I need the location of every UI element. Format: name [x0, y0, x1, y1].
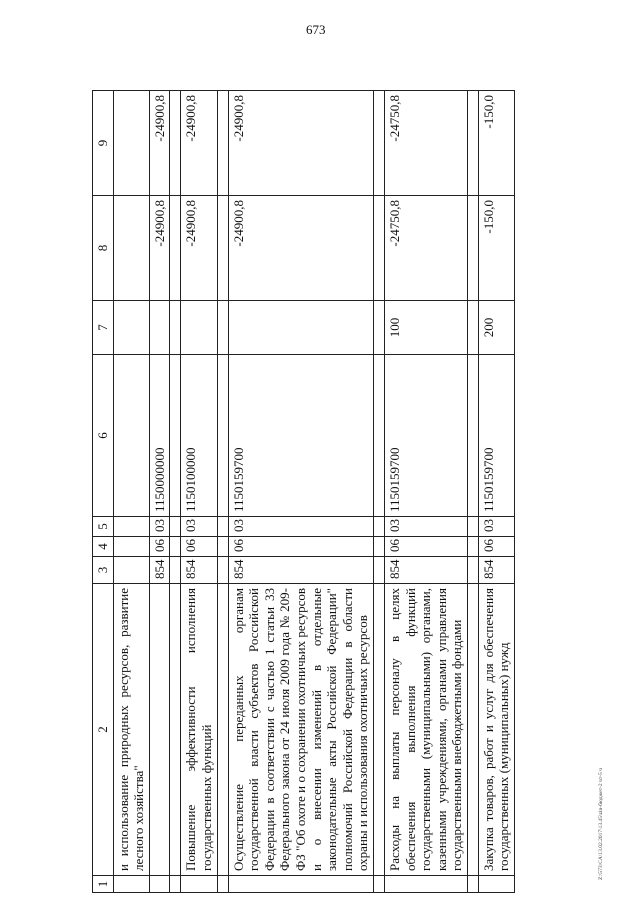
sum9-cell: -24900,8 — [181, 91, 217, 196]
column-header: 1 — [93, 876, 114, 893]
column-header: 3 — [93, 557, 114, 584]
table-row — [478, 91, 514, 893]
grbs-cell: 854 — [181, 557, 217, 584]
pr-cell: 03 — [181, 517, 217, 537]
sum9-cell: -24900,8 — [149, 91, 170, 196]
budget-table — [92, 90, 515, 893]
row-name: Осуществление переданных органам государственной власти субъектов Российской Федерации в соответствии с частью 1 статьи 33 Федерального закона от 24 июля 2009 года № 209-ФЗ "Об охоте и о сохранении охотничьих ресурсов и о внесении изменений в отдельные законодательные акты Российской Федерации" полномочий Российской Федерации в области охраны и использования охотничьих ресурсов — [228, 584, 373, 876]
column-header: 5 — [93, 517, 114, 537]
sum8-cell: -24750,8 — [384, 196, 467, 301]
grbs-cell: 854 — [384, 557, 467, 584]
rz-cell: 06 — [478, 537, 514, 557]
table-row — [113, 91, 149, 893]
row-name: Расходы на выплаты персоналу в целях обеспечения выполнения функций государственными (муниципальными) органами, казенными учреждениями, органами управления государственными внебюджетными фондами — [384, 584, 467, 876]
footer-file-code: Z:\573\CA\13.02.2017\13.45\zin-бюджет-2 чт-5 ч — [598, 768, 604, 880]
rz-cell: 06 — [149, 537, 170, 557]
column-header: 4 — [93, 537, 114, 557]
vr-cell: 100 — [384, 301, 467, 355]
pr-cell: 03 — [478, 517, 514, 537]
sum8-cell: -24900,8 — [149, 196, 170, 301]
csr-cell: 1150159700 — [478, 355, 514, 517]
grbs-cell: 854 — [149, 557, 170, 584]
sum8-cell: -150,0 — [478, 196, 514, 301]
row-name — [149, 584, 170, 876]
rz-cell: 06 — [384, 537, 467, 557]
csr-cell: 1150000000 — [149, 355, 170, 517]
csr-cell: 1150159700 — [228, 355, 373, 517]
table-header-row — [93, 91, 114, 893]
column-header: 9 — [93, 91, 114, 196]
pr-cell: 03 — [149, 517, 170, 537]
row-name: Повышение эффективности исполнения государственных функций — [181, 584, 217, 876]
row-name: и использование природных ресурсов, развитие лесного хозяйства" — [113, 584, 149, 876]
column-header: 2 — [93, 584, 114, 876]
grbs-cell: 854 — [478, 557, 514, 584]
csr-cell: 1150159700 — [384, 355, 467, 517]
rz-cell: 06 — [181, 537, 217, 557]
column-header: 8 — [93, 196, 114, 301]
row-name: Закупка товаров, работ и услуг для обеспечения государственных (муниципальных) нужд — [478, 584, 514, 876]
table-row — [384, 91, 467, 893]
sum9-cell: -24750,8 — [384, 91, 467, 196]
vr-cell — [149, 301, 170, 355]
table-row — [181, 91, 217, 893]
column-header: 7 — [93, 301, 114, 355]
pr-cell: 03 — [384, 517, 467, 537]
rotated-table-frame — [92, 91, 612, 893]
csr-cell: 1150100000 — [181, 355, 217, 517]
pr-cell: 03 — [228, 517, 373, 537]
vr-cell — [181, 301, 217, 355]
vr-cell: 200 — [478, 301, 514, 355]
grbs-cell: 854 — [228, 557, 373, 584]
page-number: 673 — [306, 22, 326, 37]
vr-cell — [228, 301, 373, 355]
sum8-cell: -24900,8 — [181, 196, 217, 301]
sum9-cell: -24900,8 — [228, 91, 373, 196]
sum8-cell: -24900,8 — [228, 196, 373, 301]
table-row — [149, 91, 170, 893]
table-row — [228, 91, 373, 893]
sum9-cell: -150,0 — [478, 91, 514, 196]
rz-cell: 06 — [228, 537, 373, 557]
column-header: 6 — [93, 355, 114, 517]
